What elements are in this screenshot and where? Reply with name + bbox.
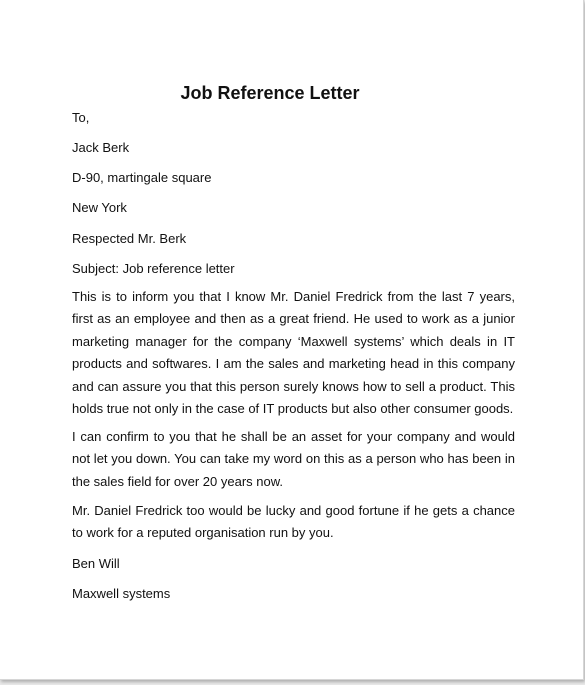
body-paragraph-1: This is to inform you that I know Mr. Daniel Fredrick from the last 7 years, first as an employee and then as a great friend. He used to work as a junior marketing manager for the company ‘Maxwell systems’ which deals in IT products and softwares. I am the sales and marketing head in this company and can assure you that this person surely knows how to sell a product. This holds true not only in the case of IT products but also other consumer goods.	[72, 289, 515, 417]
subject-line: Subject: Job reference letter	[72, 261, 235, 276]
recipient-city: New York	[72, 200, 127, 215]
recipient-name: Jack Berk	[72, 140, 130, 155]
letter-title: Job Reference Letter	[180, 83, 360, 103]
signature-name: Ben Will	[72, 556, 120, 571]
body-paragraph-2: I can confirm to you that he shall be an asset for your company and would not let you down. You can take my word on this as a person who has been in the sales field for over 20 years now.	[72, 429, 515, 489]
body-paragraph-3: Mr. Daniel Fredrick too would be lucky and good fortune if he gets a chance to work for a reputed organisation run by you.	[72, 503, 515, 541]
signature-company: Maxwell systems	[72, 586, 171, 601]
recipient-address: D-90, martingale square	[72, 170, 212, 185]
salutation-to: To,	[72, 110, 90, 125]
greeting: Respected Mr. Berk	[72, 231, 187, 246]
